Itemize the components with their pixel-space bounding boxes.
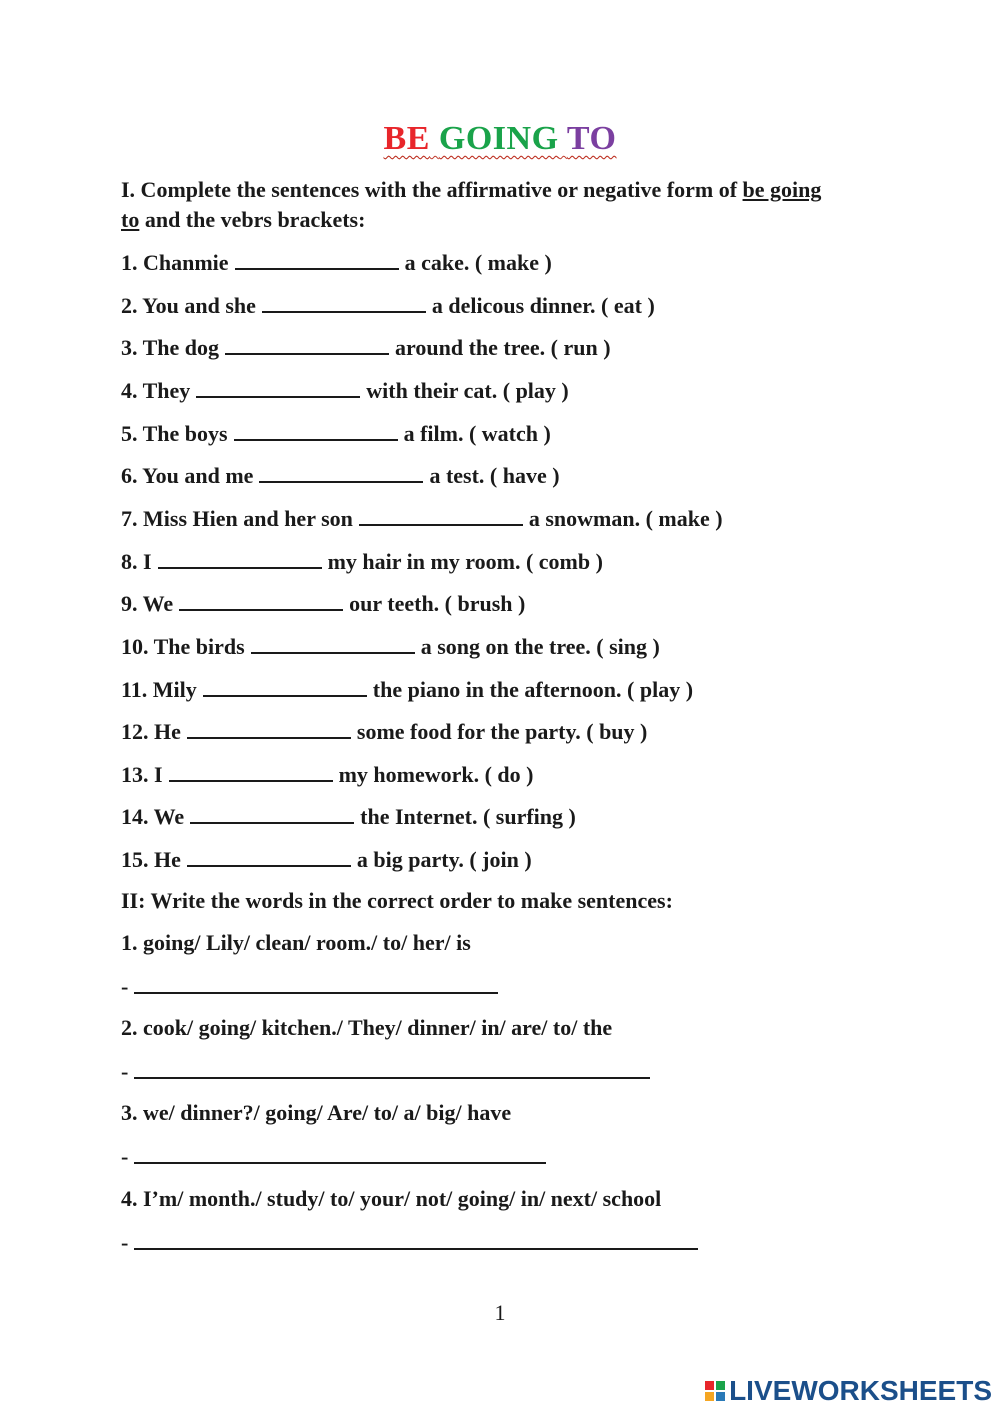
title-going: GOING (438, 120, 559, 157)
answer-blank[interactable] (225, 335, 389, 355)
answer-blank[interactable] (203, 677, 367, 697)
answer-blank[interactable] (158, 549, 322, 569)
instruction-text: I. Complete the sentences with the affirmative or negative form of (121, 177, 738, 202)
item-before-text: 6. You and me (121, 463, 254, 489)
brand-name: LIVEWORKSHEETS (729, 1375, 992, 1406)
exercise-item (121, 633, 660, 661)
item-before-text: 7. Miss Hien and her son (121, 505, 353, 531)
exercise-item (121, 462, 560, 490)
exercise-item (121, 718, 647, 746)
answer-blank[interactable] (179, 591, 343, 611)
title-to: TO (566, 120, 617, 157)
answer-blank[interactable] (251, 634, 415, 654)
reorder-prompt: 4. I’m/ month./ study/ to/ your/ not/ going/ in/ next/ school (121, 1186, 662, 1211)
item-after-text: with their cat. ( play ) (366, 377, 569, 403)
answer-dash: - (121, 1059, 129, 1084)
item-after-text: my homework. ( do ) (338, 761, 534, 787)
item-before-text: 1. Chanmie (121, 250, 229, 275)
item-after-text: the Internet. ( surfing ) (360, 804, 576, 830)
item-after-text: my hair in my room. ( comb ) (327, 548, 603, 574)
answer-input-line[interactable] (134, 1232, 698, 1250)
exercise-item (121, 249, 552, 277)
item-before-text: 5. The boys (121, 420, 228, 446)
answer-blank[interactable] (235, 250, 399, 270)
item-after-text: a snowman. ( make ) (528, 505, 723, 531)
section2-instruction: II: Write the words in the correct order to make sentences: (121, 888, 673, 913)
exercise-item (121, 761, 534, 789)
reorder-prompt: 2. cook/ going/ kitchen./ They/ dinner/ in/ are/ to/ the (121, 1015, 613, 1040)
brand-watermark (705, 1375, 992, 1407)
instruction-underlined-to: to (121, 207, 140, 232)
answer-input-line[interactable] (134, 976, 498, 994)
item-before-text: 4. They (121, 377, 191, 403)
item-before-text: 2. You and she (121, 292, 256, 318)
item-after-text: a song on the tree. ( sing ) (420, 633, 660, 659)
item-before-text: 8. I (121, 548, 152, 574)
exercise-item (121, 334, 611, 362)
item-before-text: 10. The birds (121, 633, 245, 659)
answer-line (121, 1058, 650, 1086)
item-before-text: 11. Mily (121, 676, 197, 702)
item-before-text: 9. We (121, 591, 174, 617)
instruction-text-end: and the vebrs brackets: (144, 207, 366, 232)
exercise-item (121, 676, 693, 704)
answer-blank[interactable] (187, 719, 351, 739)
liveworksheets-logo-icon (705, 1381, 725, 1401)
answer-blank[interactable] (259, 463, 423, 483)
item-after-text: a cake. ( make ) (404, 250, 552, 275)
reorder-prompt: 1. going/ Lily/ clean/ room./ to/ her/ is (121, 930, 471, 955)
exercise-item (121, 548, 603, 576)
item-after-text: around the tree. ( run ) (395, 335, 611, 361)
item-before-text: 13. I (121, 761, 163, 787)
exercise-item (121, 846, 532, 874)
item-before-text: 12. He (121, 719, 181, 745)
item-after-text: our teeth. ( brush ) (349, 591, 526, 617)
answer-blank[interactable] (359, 506, 523, 526)
page-number: 1 (494, 1300, 506, 1325)
answer-blank[interactable] (187, 847, 351, 867)
exercise-item (121, 292, 655, 320)
item-before-text: 3. The dog (121, 335, 220, 361)
answer-blank[interactable] (234, 421, 398, 441)
answer-blank[interactable] (196, 378, 360, 398)
answer-blank[interactable] (190, 804, 354, 824)
item-after-text: some food for the party. ( buy ) (356, 719, 648, 745)
instruction-underlined-be-going: be going (742, 177, 822, 202)
title-be: BE (383, 120, 430, 157)
answer-line (121, 1143, 546, 1171)
answer-input-line[interactable] (134, 1146, 546, 1164)
item-after-text: a delicous dinner. ( eat ) (431, 292, 655, 318)
exercise-item (121, 505, 723, 533)
item-before-text: 15. He (121, 847, 181, 873)
exercise-item (121, 377, 569, 405)
answer-dash: - (121, 1230, 129, 1255)
exercise-item (121, 590, 525, 618)
answer-blank[interactable] (262, 293, 426, 313)
item-after-text: a big party. ( join ) (356, 847, 532, 873)
answer-blank[interactable] (169, 762, 333, 782)
exercise-item (121, 420, 551, 448)
worksheet-title (0, 120, 1000, 158)
answer-line (121, 1229, 698, 1257)
answer-dash: - (121, 1144, 129, 1169)
item-after-text: the piano in the afternoon. ( play ) (372, 676, 694, 702)
item-after-text: a test. ( have ) (429, 463, 560, 489)
reorder-prompt: 3. we/ dinner?/ going/ Are/ to/ a/ big/ have (121, 1100, 512, 1125)
answer-dash: - (121, 974, 129, 999)
answer-line (121, 973, 498, 1001)
answer-input-line[interactable] (134, 1061, 650, 1079)
title-underline (384, 120, 617, 157)
item-after-text: a film. ( watch ) (403, 420, 551, 446)
item-before-text: 14. We (121, 804, 185, 830)
exercise-item (121, 803, 576, 831)
section1-instruction (121, 175, 881, 235)
